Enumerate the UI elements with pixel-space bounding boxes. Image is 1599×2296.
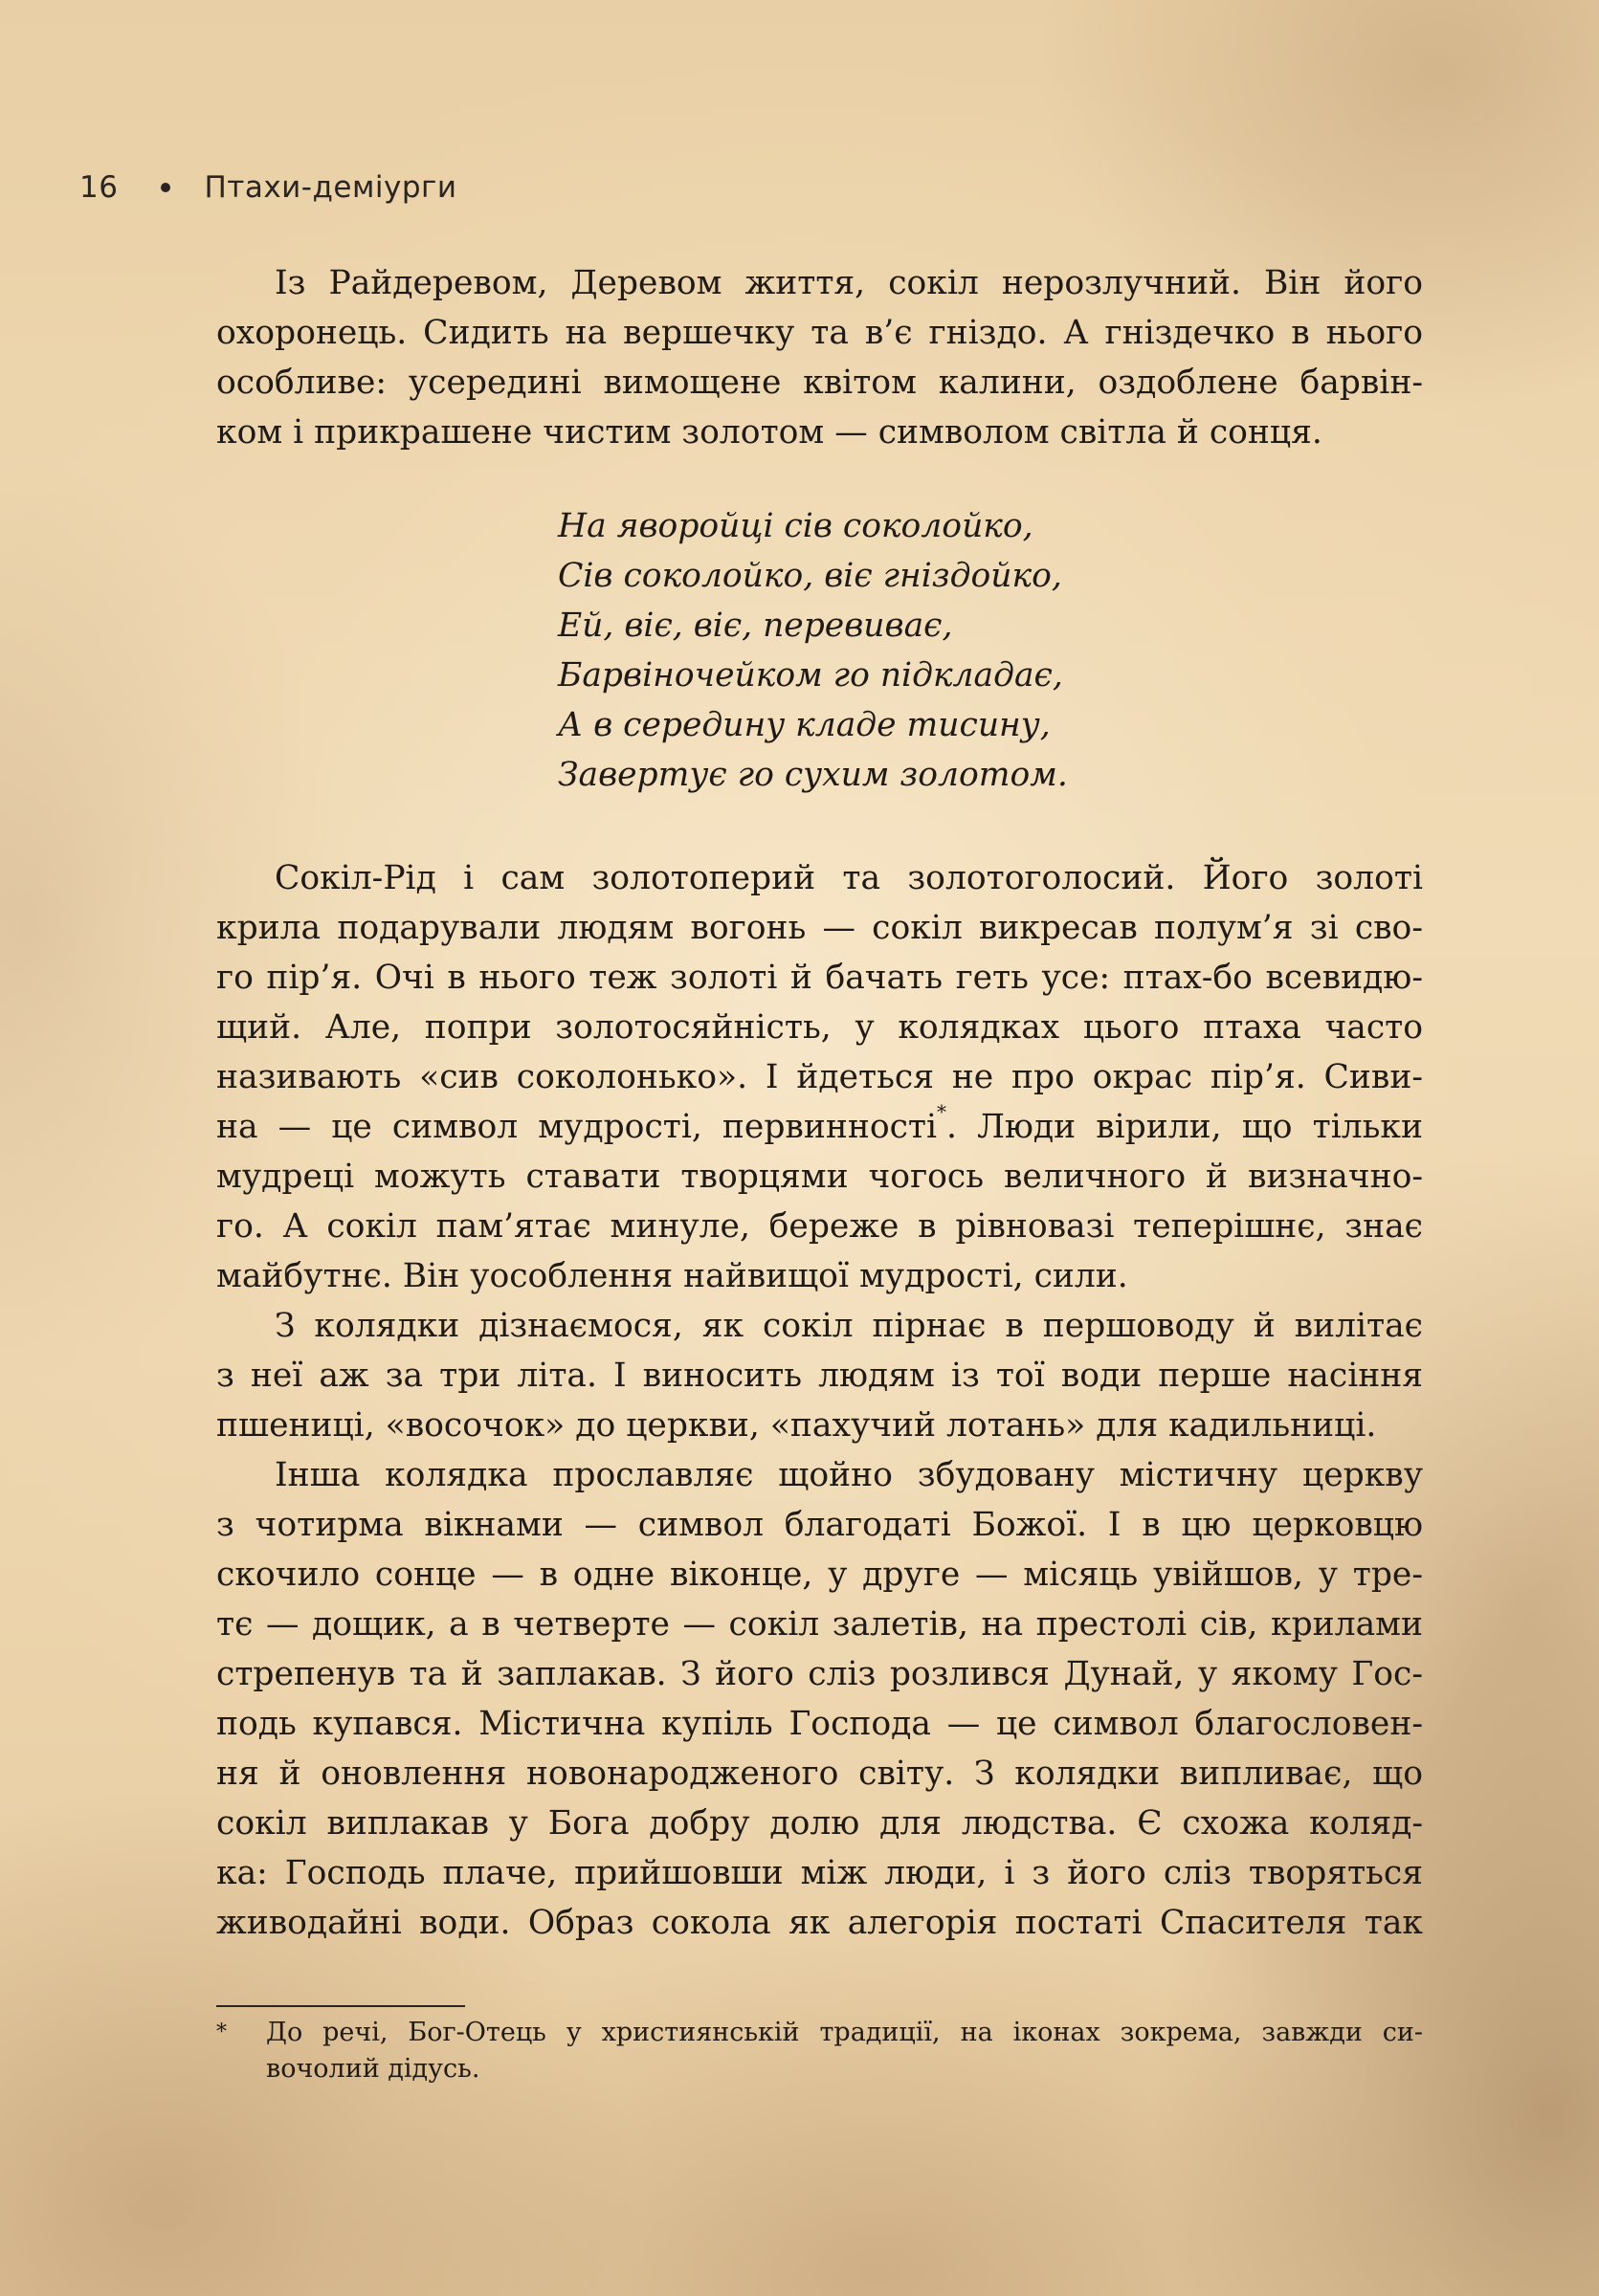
- bullet-separator: [161, 183, 170, 192]
- text-line-with-footnote: [216, 1102, 1423, 1152]
- text-line: стрепенув та й заплакав. З його сліз розлився Дунай, у якому Гос-: [216, 1655, 1423, 1693]
- text-line: сокіл виплакав у Бога добру долю для людства. Є схожа коляд-: [216, 1804, 1423, 1843]
- carol-verse: [558, 501, 1068, 800]
- verse-line: Завертує го сухим золотом.: [558, 756, 1068, 794]
- page-number: 16: [79, 170, 119, 205]
- text-line: називають «сив соколонько». І йдеться не про окрас пір’я. Сиви-: [216, 1058, 1423, 1096]
- footnote-divider: [216, 2005, 465, 2007]
- footnote-line: вочолий дідусь.: [266, 2054, 480, 2084]
- verse-line: Барвіночейком го підкладає,: [558, 656, 1063, 695]
- running-head-title: Птахи-деміурги: [204, 170, 457, 205]
- paragraph-1: [216, 258, 1423, 457]
- text-line: з неї аж за три літа. І виносить людям із тої води перше насіння: [216, 1357, 1423, 1395]
- text-line: пшениці, «восочок» до церкви, «пахучий лотань» для кадильниці.: [216, 1406, 1377, 1445]
- footnote: [216, 2015, 1423, 2087]
- text-line: щий. Але, попри золотосяйність, у колядках цього птаха часто: [216, 1008, 1423, 1047]
- verse-line: Ей, віє, віє, перевиває,: [558, 607, 953, 645]
- text-line: майбутнє. Він уособлення найвищої мудрості, сили.: [216, 1257, 1128, 1295]
- text-line: Із Райдеревом, Деревом життя, сокіл нерозлучний. Він його: [275, 264, 1423, 302]
- text-line: З колядки дізнаємося, як сокіл пірнає в першоводу й вилітає: [275, 1307, 1423, 1345]
- text-line: живодайні води. Образ сокола як алегорія постаті Спасителя так: [216, 1904, 1423, 1942]
- footnote-line: До речі, Бог-Отець у християнській традиції, на іконах зокрема, завжди си-: [266, 2018, 1423, 2047]
- verse-line: На яворойці сів соколойко,: [558, 507, 1033, 545]
- text-line: Інша колядка прославляє щойно збудовану містичну церкву: [275, 1456, 1423, 1494]
- text-line: ня й оновлення новонародженого світу. З колядки випливає, що: [216, 1755, 1423, 1793]
- text-line: скочило сонце — в одне віконце, у друге — місяць увійшов, у тре-: [216, 1556, 1423, 1594]
- footnote-marker: *: [216, 2020, 227, 2044]
- text-line: тє — дощик, а в четверте — сокіл залетів, на престолі сів, крилами: [216, 1605, 1423, 1644]
- text-line: крила подарували людям вогонь — сокіл викресав полум’я зі сво-: [216, 909, 1423, 947]
- verse-line: Сів соколойко, віє гніздойко,: [558, 557, 1062, 595]
- verse-line: А в середину кладе тисину,: [558, 706, 1051, 744]
- text-line: мудреці можуть ставати творцями чогось величного й визначно-: [216, 1158, 1423, 1196]
- text-line: охоронець. Сидить на вершечку та в’є гніздо. А гніздечко в нього: [216, 314, 1423, 352]
- text-fragment: на — це символ мудрості, первинності: [216, 1108, 938, 1146]
- text-line: подь купався. Містична купіль Господа — це символ благословен-: [216, 1705, 1423, 1743]
- text-line: ком і прикрашене чистим золотом — символом світла й сонця.: [216, 413, 1322, 452]
- text-line: го. А сокіл пам’ятає минуле, береже в рівновазі теперішнє, знає: [216, 1207, 1423, 1246]
- text-line: з чотирма вікнами — символ благодаті Божої. І в цю церковцю: [216, 1506, 1423, 1544]
- body-text: [216, 853, 1423, 1948]
- running-head: [79, 168, 456, 207]
- footnote-text: [266, 2015, 1423, 2087]
- footnote-reference[interactable]: *: [937, 1100, 947, 1123]
- text-line: ка: Господь плаче, прийшовши між люди, і з його сліз творяться: [216, 1854, 1423, 1892]
- text-line: особливе: усередині вимощене квітом калини, оздоблене барвін-: [216, 364, 1423, 402]
- text-line: Сокіл-Рід і сам золотоперий та золотоголосий. Його золоті: [275, 859, 1423, 897]
- text-line: го пір’я. Очі в нього теж золоті й бачать геть усе: птах-бо всевидю-: [216, 959, 1423, 997]
- text-fragment: . Люди вірили, що тільки: [946, 1108, 1423, 1146]
